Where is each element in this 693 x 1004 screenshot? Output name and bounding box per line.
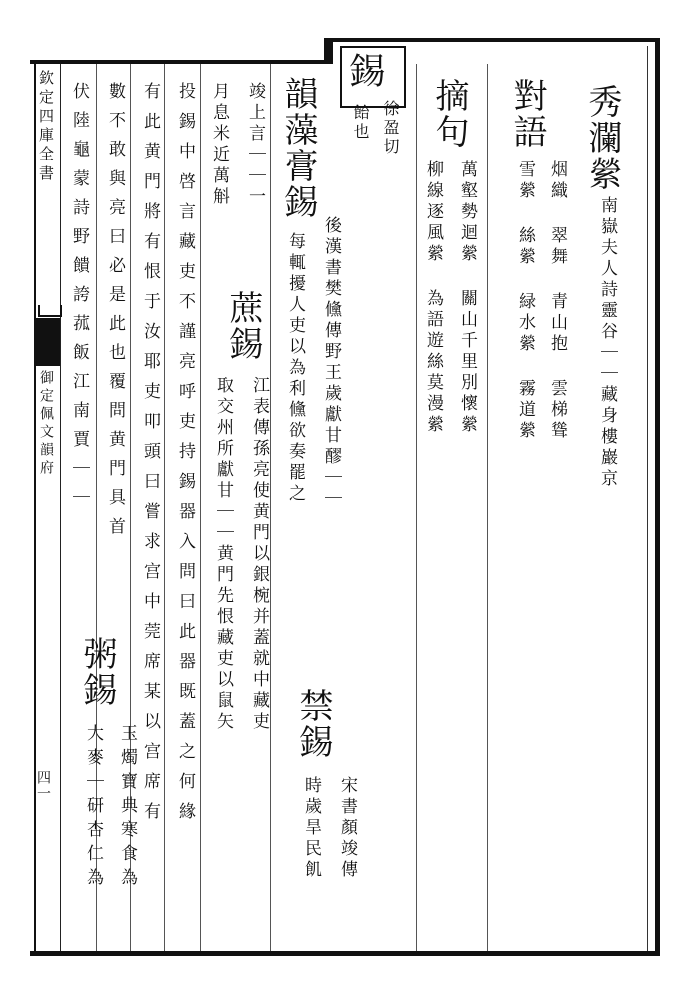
heading-character: 錫 [344,52,385,88]
citation-text: 取交州所獻甘｜｜黄門先恨藏吏以鼠矢 [213,376,233,733]
column-rule [270,64,271,951]
entry-headword: 粥錫 [77,636,117,708]
column-rule [200,64,201,951]
folio-number: 四一 [35,770,51,802]
frame-right-rule [655,38,660,956]
citation-text: 竣上言｜｜一 [245,82,265,208]
citation-text: 每輒擾人吏以為利儵欲奏罷之 [285,232,305,505]
citation-text: 江表傳孫亮使黄門以銀椀并蓋就中藏吏 [249,376,269,733]
quote-list: 萬壑勢迴縈 關山千里別懷縈 [457,160,477,436]
citation-text: 數不敢與亮曰必是此也覆問黄門具首 [105,82,125,546]
frame-right-inner-rule [647,46,648,951]
citation-text: 宋書顏竣傳 [337,776,357,881]
frame-top-left-rule [30,60,330,64]
heading-gloss: 飴也 [351,104,370,142]
column-rule [164,64,165,951]
section-heading-yunzao: 韻藻膏錫 [278,76,318,220]
citation-text: 伏陸龜蒙詩野饋誇菰飯江南賈｜｜ [69,82,89,517]
margin-rule [60,64,61,951]
frame-top-rule [330,38,660,42]
citation-text: 時歲旱民飢 [301,776,321,881]
phrase-list: 烟織 翠舞 青山抱 雲梯聳 [547,160,567,442]
running-head: 御定佩文韻府 [38,370,54,478]
entry-headword: 禁錫 [293,688,333,760]
citation-text: 月息米近萬斛 [209,82,229,208]
section-heading-duiyu: 對語 [507,78,547,150]
quote-list: 柳線逐風縈 為語遊絲莫漫縈 [423,160,443,436]
frame-bottom-rule [30,951,660,956]
fishtail-mark [38,305,62,317]
gutter-block-mark [36,318,60,366]
citation-text: 大麥｜研杏仁為 [83,724,103,892]
heading-reading: 徐盈切 [381,100,400,157]
frame-left-rule [34,60,36,955]
frame-tab [324,38,333,64]
section-heading-zhaiju: 摘句 [429,78,469,150]
entry-annotation: 南嶽夫人詩靈谷｜｜藏身樓巖京 [597,196,617,490]
entry-headword: 秀瀾縈 [582,84,622,192]
phrase-list: 雪縈 絲縈 緑水縈 霧道縈 [515,160,535,442]
citation-text: 有此黄門將有恨于汝耶吏叩頭曰嘗求宫中莞席某以宫席有 [140,82,160,832]
citation-text: 玉燭寶典寒食為 [117,724,137,892]
citation-text: 投錫中啓言藏吏不謹亮呼吏持錫器入問曰此器既蓋之何緣 [175,82,195,832]
column-rule [416,64,417,951]
entry-headword: 蔗錫 [223,290,263,362]
citation-text: 後漢書樊儵傳野王歲獻甘醪｜｜ [321,216,341,510]
book-title: 欽定四庫全書 [37,70,55,184]
column-rule [487,64,488,951]
